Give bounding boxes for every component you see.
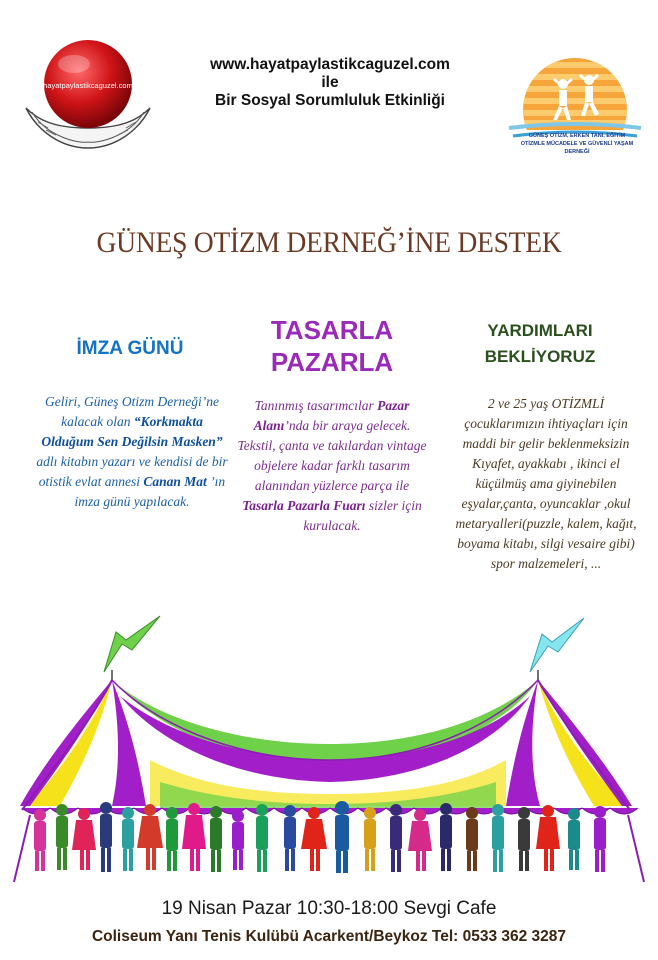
imza-text-3: ’ın imza günü yapılacak. (74, 474, 226, 509)
tasarla-heading-line2: PAZARLA (270, 347, 394, 377)
header-tagline: Bir Sosyal Sorumluluk Etkinliği (215, 92, 445, 109)
tasarla-fair-name: Tasarla Pazarla Fuarı (242, 498, 366, 513)
event-address-phone: Coliseum Yanı Tenis Kulübü Acarkent/Beykoz Tel: 0533 362 3287 (91, 928, 567, 945)
header-connector: ile (321, 74, 339, 91)
yardimlari-bekliyoruz-heading (440, 318, 640, 370)
hayatpaylastik-logo (18, 36, 158, 156)
gunes-otizm-caption-line1: GÜNEŞ OTİZM, ERKEN TANI, EĞİTİM (528, 133, 626, 139)
main-title: GÜNEŞ OTİZM DERNEĞ’İNE DESTEK (96, 226, 562, 259)
gunes-otizm-caption-line2: OTİZMLE MÜCADELE VE GÜVENLİ YAŞAM DERNEĞİ (520, 141, 634, 155)
yardimlari-bekliyoruz-text: 2 ve 25 yaş OTİZMLİ çocuklarımızın ihtiyaçları için maddi bir gelir beklenmeksizin Kıyafet, ayakkabı , ikinci el küçülmüş ama giyinebilen eşyalar,çanta, oyuncaklar ,okul metaryalleri(puzzle, kalem, kağıt, boyama kitabı, silgi vesaire gibi) spor malzemeleri, ... (455, 396, 637, 571)
yardim-heading-line2: BEKLİYORUZ (484, 347, 596, 366)
tasarla-pazarla-heading (232, 314, 432, 378)
header (160, 56, 500, 110)
book-title: “Korkmakta Olduğum Sen Değilsin Masken” (41, 414, 223, 449)
logo-left-text: hayatpaylastikcaguzel.com (43, 81, 133, 90)
yardim-heading-line1: YARDIMLARI (487, 321, 593, 340)
imza-gunu-text (34, 392, 230, 512)
tent-illustration (0, 610, 658, 895)
author-name: Canan Mat (143, 474, 207, 489)
gunes-otizm-caption (518, 132, 636, 156)
tasarla-heading-line1: TASARLA (270, 315, 394, 345)
imza-gunu-heading: İMZA GÜNÜ (76, 338, 184, 359)
website-url: www.hayatpaylastikcaguzel.com (210, 56, 450, 73)
pazar-alani: Pazar Alanı (253, 398, 410, 433)
event-date-time: 19 Nisan Pazar 10:30-18:00 Sevgi Cafe (161, 898, 497, 919)
imza-text-2: adlı kitabın yazarı ve kendisi de bir otistik evlat annesi (36, 454, 228, 489)
tasarla-text-1: Tanınmış tasarımcılar (254, 398, 378, 413)
tasarla-text-3: sizler için kurulacak. (303, 498, 422, 533)
tasarla-text-2: ’nda bir araya gelecek. Tekstil, çanta ve takılardan vintage objelere kadar farklı tasarım alanından yüzlerce parça ile (237, 418, 427, 493)
imza-text-1: Geliri, Güneş Otizm Derneği’ne kalacak olan (45, 394, 219, 429)
tasarla-pazarla-text (236, 396, 428, 536)
